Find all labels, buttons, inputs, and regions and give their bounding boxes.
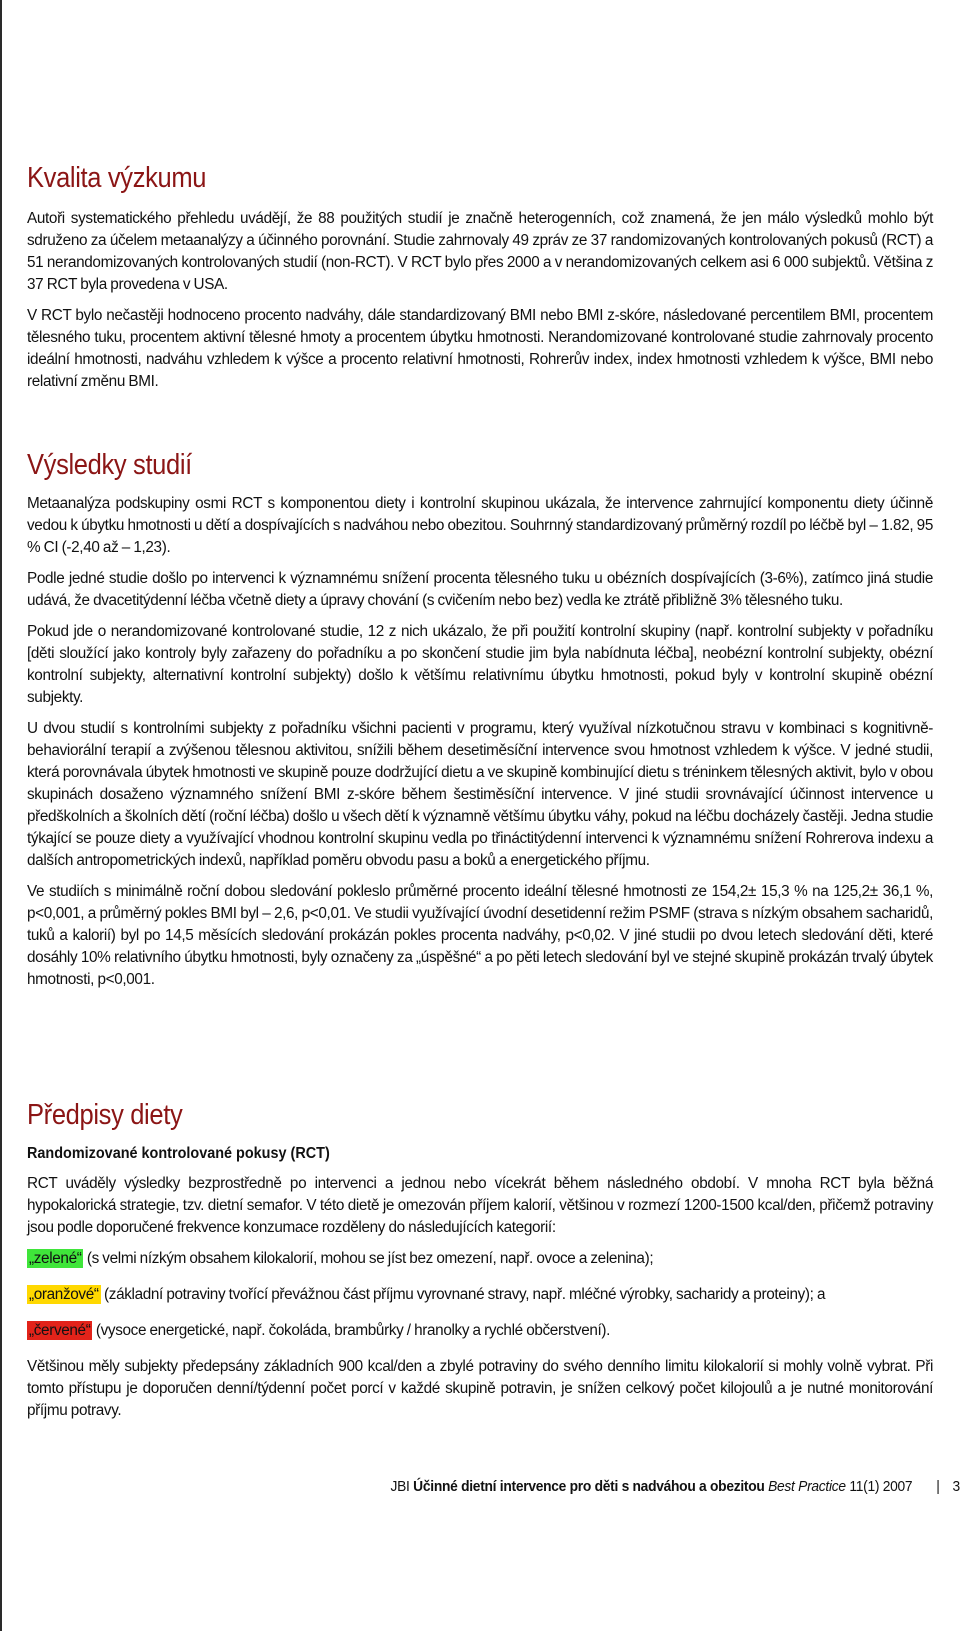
paragraph: V RCT bylo nečastěji hodnoceno procento nadváhy, dále standardizovaný BMI nebo BMI z-skóre, následované percentilem BMI, procentem tělesného tuku, procentem aktivní tělesné hmoty a procentem úbytku hmotnosti. Nerandomizované kontrolované studie zahrnovaly procento ideální hmotnosti, nadváhu vzhledem k výšce a procento relativní hmotnosti, Rohrerův index, index hmotnosti vzhledem k výšce, BMI nebo relativní změnu BMI. xyxy=(27,307,933,390)
category-description: (s velmi nízkým obsahem kilokalorií, mohou se jíst bez omezení, např. ovoce a zelenina); xyxy=(83,1250,654,1267)
footer-org: JBI xyxy=(390,1478,414,1495)
footer-issue: 11(1) 2007 xyxy=(845,1478,913,1495)
paragraph: Ve studiích s minimálně roční dobou sledování pokleslo průměrné procento ideální tělesné hmotnosti ze 154,2± 15,3 % na 125,2± 36,1 %, p<0,001, a průměrný pokles BMI byl – 2,6, p<0,01. Ve studii využívající úvodní desetidenní režim PSMF (strava s nízkým obsahem sacharidů, tuků a kalorií) byl po 14,5 měsících sledování prokázán pokles procenta nadváhy, p<0,02. V jiné studii po dvou letech sledování děti, které dosáhly 10% relativního úbytku hmotnosti, byly označeny za „úspěšné“ a po pěti letech sledování byl ve stejné skupině prokázán trvalý úbytek hmotnosti, p<0,001. xyxy=(27,883,933,988)
category-description: (vysoce energetické, např. čokoláda, brambůrky / hranolky a rychlé občerstvení). xyxy=(92,1322,611,1339)
orange-highlight-label: „oranžové“ xyxy=(29,1286,99,1303)
page-left-border xyxy=(0,0,2,1631)
paragraph: Podle jedné studie došlo po intervenci k významnému snížení procenta tělesného tuku u obézních dospívajících (3-6%), zatímco jiná studie udává, že dvacetitýdenní léčba včetně diety a úpravy chování (s cvičením nebo bez) vedla ke ztrátě přibližně 3% tělesného tuku. xyxy=(27,570,933,609)
section-heading-kvalita: Kvalita výzkumu xyxy=(27,162,207,194)
page-footer xyxy=(391,1477,960,1497)
paragraph: Autoři systematického přehledu uvádějí, že 88 použitých studií je značně heterogenních, což znamená, že jen málo výsledků mohlo být sdruženo za účelem metaanalýzy a účinného porovnání. Studie zahrnovaly 49 zpráv ze 37 randomizovaných kontrolovaných pokusů (RCT) a 51 nerandomizovaných kontrolovaných studií (non-RCT). V RCT bylo přes 2000 a v nerandomizovaných celkem asi 6 000 subjektů. Většina z 37 RCT byla provedena v USA. xyxy=(27,210,933,293)
footer-journal: Best Practice xyxy=(768,1478,846,1495)
paragraph: Většinou měly subjekty předepsány základních 900 kcal/den a zbylé potraviny do svého denního limitu kilokalorií si mohly volně vybrat. Při tomto přístupu je doporučen denní/týdenní počet porcí v každé skupině potravin, je snížen celkový počet kilojoulů a je nutné monitorování příjmu potravy. xyxy=(27,1358,933,1419)
section-heading-vysledky: Výsledky studií xyxy=(27,449,192,481)
category-description: (základní potraviny tvořící převážnou část příjmu vyrovnané stravy, např. mléčné výrobky, sacharidy a proteiny); a xyxy=(100,1286,826,1303)
section-heading-predpisy: Předpisy diety xyxy=(27,1099,183,1131)
paragraph: Pokud jde o nerandomizované kontrolované studie, 12 z nich ukázalo, že při použití kontrolní skupiny (např. kontrolní subjekty v pořadníku [děti sloužící jako kontroly byly zařazeny do pořadníku a po skončení studie jim byla nabídnuta léčba], neobézní kontrolní subjekty, obézní kontrolní subjekty, alternativní kontrolní subjekty) došlo k většímu relativnímu úbytku hmotnosti, pokud byly v kontrolní skupině obézní subjekty. xyxy=(27,623,933,706)
paragraph: RCT uváděly výsledky bezprostředně po intervenci a jednou nebo vícekrát během následného období. V mnoha RCT byla běžná hypokalorická strategie, tzv. dietní semafor. V této dietě je omezován příjem kalorií, většinou v rozmezí 1200-1500 kcal/den, přičemž potraviny jsou podle doporučené frekvence konzumace rozděleny do následujících kategorií: xyxy=(27,1175,933,1236)
subheading-rct: Randomizované kontrolované pokusy (RCT) xyxy=(27,1145,330,1162)
footer-separator: | xyxy=(936,1478,940,1495)
category-green xyxy=(27,1248,933,1270)
page-number: 3 xyxy=(952,1478,960,1495)
paragraph: Metaanalýza podskupiny osmi RCT s komponentou diety i kontrolní skupinou ukázala, že intervence zahrnující komponentu diety účinně vedou k úbytku hmotnosti u dětí a dospívajících s nadváhou nebo obezitou. Souhrnný standardizovaný průměrný rozdíl po léčbě byl – 1.82, 95 % CI (-2,40 až – 1,23). xyxy=(27,495,933,556)
category-orange xyxy=(27,1284,933,1306)
red-highlight-label: „červené“ xyxy=(29,1322,91,1339)
section-body-kvalita xyxy=(27,208,933,402)
footer-title: Účinné dietní intervence pro děti s nadváhou a obezitou xyxy=(413,1478,765,1495)
paragraph: U dvou studií s kontrolními subjekty z pořadníku všichni pacienti v programu, který využíval nízkotučnou stravu v kombinaci s kognitivně-behaviorální terapií a zvýšenou tělesnou aktivitou, snížili během desetiměsíční intervence svou hmotnost vzhledem k výšce. V jedné studii, která porovnávala úbytek hmotnosti ve skupině pouze dodržující dietu a ve skupině kombinující dietu s tréninkem tělesných aktivit, bylo v obou skupinách dosaženo významného snížení BMI z-skóre během šestiměsíční intervence. V jiné studii srovnávající účinnost intervence u předškolních a školních dětí (roční léčba) došlo u všech dětí k významně většímu úbytku váhy, pokud na léčbu docházely častěji. Jedna studie týkající se pouze diety a využívající vhodnou kontrolní skupinu vedla po třináctitýdenní intervenci k významnému snížení Rohrerova indexu a dalších antropometrických indexů, například poměru obvodu pasu a boků a energetického příjmu. xyxy=(27,720,933,869)
section-body-predpisy xyxy=(27,1144,933,1431)
section-body-vysledky xyxy=(27,493,933,1000)
green-highlight-label: „zelené“ xyxy=(29,1250,82,1267)
category-red xyxy=(27,1320,933,1342)
